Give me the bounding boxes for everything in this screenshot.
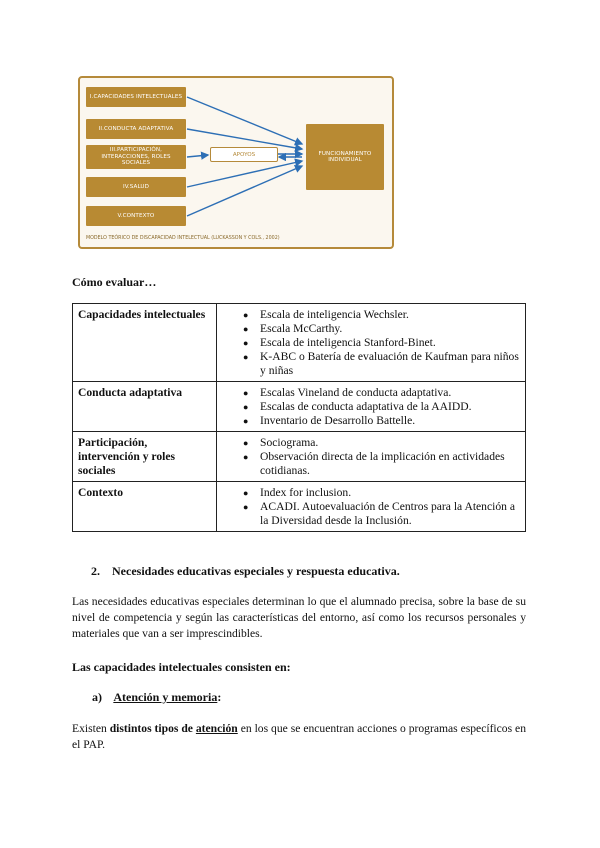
list-item: ● Observación directa de la implicación en actividades cotidianas.	[260, 450, 520, 478]
intellectual-disability-model-diagram	[78, 76, 394, 249]
subsection-letter: a)	[92, 690, 102, 704]
table-category: Conducta adaptativa	[73, 382, 217, 432]
section-heading	[91, 564, 400, 579]
box-capacidades-intelectuales: I.CAPACIDADES INTELECTUALES	[86, 87, 186, 107]
evaluate-heading: Cómo evaluar…	[72, 275, 157, 289]
subsection-heading	[92, 690, 221, 705]
section-title: Necesidades educativas especiales y respuesta educativa.	[112, 564, 400, 578]
section-number: 2.	[91, 564, 100, 578]
box-participacion: III.PARTICIPACIÓN, INTERACCIONES, ROLES SOCIALES	[86, 145, 186, 169]
list-item: ● Escalas de conducta adaptativa de la AAIDD.	[260, 400, 520, 414]
arrow-participacion	[187, 155, 208, 157]
list-item: ● Escala de inteligencia Wechsler.	[260, 308, 520, 322]
box-funcionamiento-individual: FUNCIONAMIENTO INDIVIDUAL	[306, 124, 384, 190]
list-item: ● Sociograma.	[260, 436, 520, 450]
list-item: ● K-ABC o Batería de evaluación de Kaufman para niños y niñas	[260, 350, 520, 378]
list-item: ● Escalas Vineland de conducta adaptativa.	[260, 386, 520, 400]
subsection-colon: :	[217, 690, 222, 704]
table-row	[73, 482, 526, 532]
table-row	[73, 382, 526, 432]
attention-bold: distintos tipos de	[109, 722, 196, 735]
box-apoyos: APOYOS	[210, 147, 278, 162]
attention-text-2: en los que se encuentran acciones o programas específicos en el PAP.	[72, 722, 526, 751]
evaluation-table	[72, 303, 526, 532]
table-items	[217, 432, 526, 482]
paragraph-attention	[72, 721, 526, 753]
box-conducta-adaptativa: II.CONDUCTA ADAPTATIVA	[86, 119, 186, 139]
attention-keyword: atención	[195, 722, 238, 735]
capacities-heading: Las capacidades intelectuales consisten en:	[72, 660, 291, 674]
list-item: ● Escala de inteligencia Stanford-Binet.	[260, 336, 520, 350]
box-contexto: V.CONTEXTO	[86, 206, 186, 226]
table-row	[73, 432, 526, 482]
subsection-title: Atención y memoria	[113, 690, 218, 704]
paragraph-nee: Las necesidades educativas especiales determinan lo que el alumnado precisa, sobre la base de su nivel de competencia y según las características del entorno, así como los recursos personales y materiales que van a ser imprescindibles.	[72, 595, 526, 640]
list-item: ● Inventario de Desarrollo Battelle.	[260, 414, 520, 428]
table-items	[217, 304, 526, 382]
table-category: Capacidades intelectuales	[73, 304, 217, 382]
arrow-capacidades	[187, 97, 302, 144]
list-item: ● Index for inclusion.	[260, 486, 520, 500]
list-item: ● ACADI. Autoevaluación de Centros para la Atención a la Diversidad desde la Inclusión.	[260, 500, 520, 528]
table-row	[73, 304, 526, 382]
box-salud: IV.SALUD	[86, 177, 186, 197]
diagram-caption: MODELO TEÓRICO DE DISCAPACIDAD INTELECTUAL (LUCKASSON Y COLS., 2002)	[86, 236, 280, 241]
list-item: ● Escala McCarthy.	[260, 322, 520, 336]
table-category: Participación, intervención y roles sociales	[73, 432, 217, 482]
table-items	[217, 382, 526, 432]
table-items	[217, 482, 526, 532]
attention-text-1: Existen	[72, 722, 110, 735]
table-category: Contexto	[73, 482, 217, 532]
arrow-conducta	[187, 129, 302, 149]
